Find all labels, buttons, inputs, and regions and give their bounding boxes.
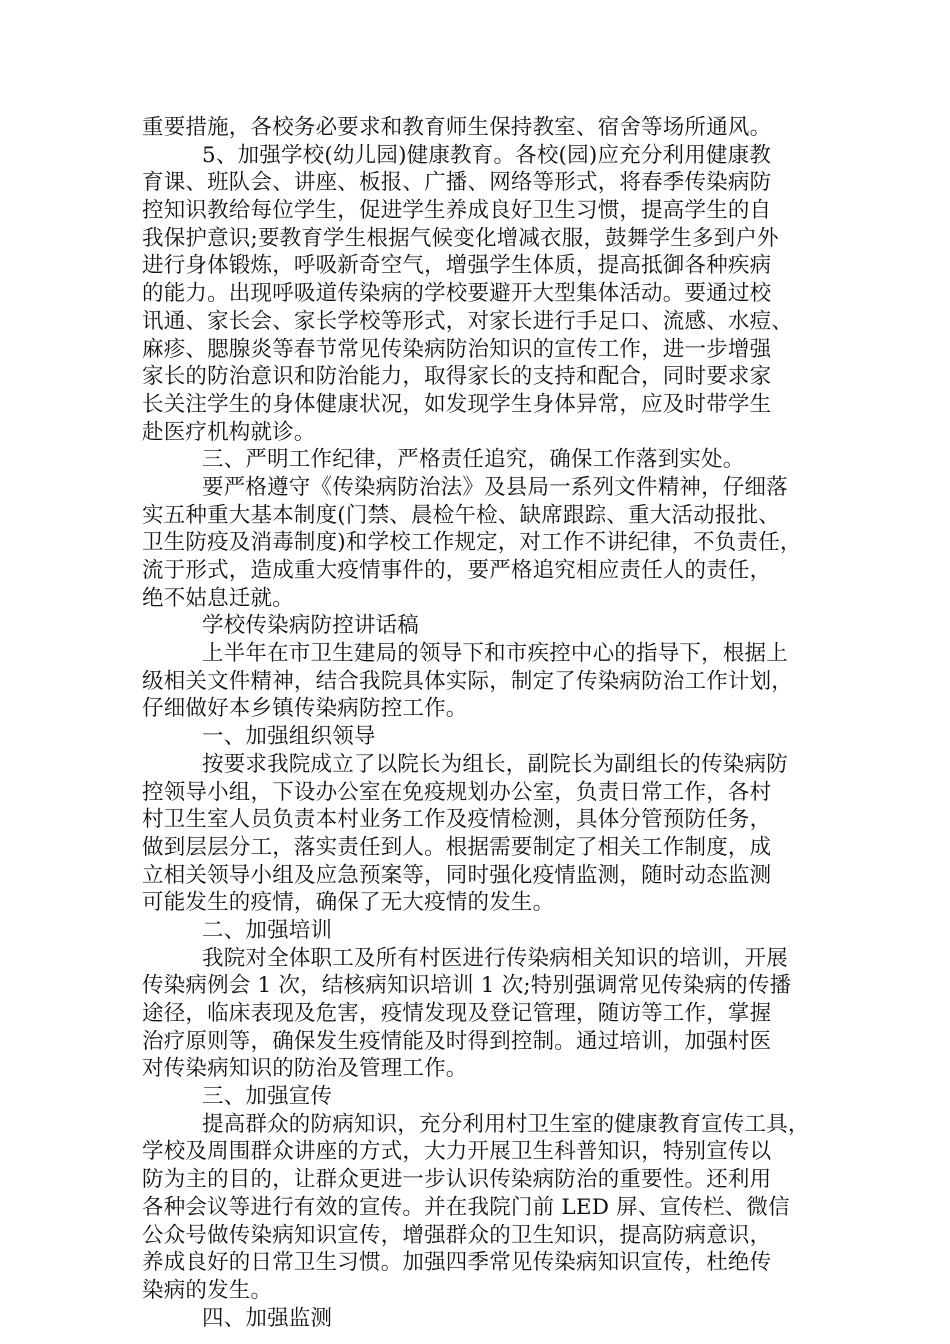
text-line: 我院对全体职工及所有村医进行传染病相关知识的培训，开展	[202, 945, 788, 971]
text-line: 要严格遵守《传染病防治法》及县局一系列文件精神，仔细落	[202, 474, 788, 500]
text-line: 途径，临床表现及危害，疫情发现及登记管理，随访等工作，掌握	[142, 1001, 772, 1026]
text-line: 传染病例会 1 次，结核病知识培训 1 次;特别强调常见传染病的传播	[142, 973, 792, 999]
text-line: 育课、班队会、讲座、板报、广播、网络等形式，将春季传染病防	[142, 170, 772, 196]
text-line: 上半年在市卫生建局的领导下和市疾控中心的指导下，根据上	[202, 641, 788, 667]
text-line: 三、加强宣传	[202, 1084, 333, 1110]
text-line: 做到层层分工，落实责任到人。根据需要制定了相关工作制度，成	[142, 834, 772, 860]
text-line: 按要求我院成立了以院长为组长，副院长为副组长的传染病防	[202, 751, 788, 777]
text-line: 绝不姑息迁就。	[142, 585, 294, 611]
text-line: 麻疹、腮腺炎等春节常见传染病防治知识的宣传工作，进一步增强	[142, 336, 772, 362]
text-line: 控领导小组，下设办公室在免疫规划办公室，负责日常工作，各村	[142, 779, 772, 805]
text-line: 5、加强学校(幼儿园)健康教育。各校(园)应充分利用健康教	[202, 142, 772, 168]
text-line: 实五种重大基本制度(门禁、晨检午检、缺席跟踪、重大活动报批、	[142, 502, 780, 528]
text-line: 三、严明工作纪律，严格责任追究，确保工作落到实处。	[202, 447, 745, 473]
text-line: 级相关文件精神，结合我院具体实际，制定了传染病防治工作计划，	[142, 668, 794, 694]
text-line: 讯通、家长会、家长学校等形式，对家长进行手足口、流感、水痘、	[142, 308, 794, 334]
document-body	[142, 114, 832, 1332]
text-line: 提高群众的防病知识，充分利用村卫生室的健康教育宣传工具，	[202, 1111, 810, 1137]
text-line: 控知识教给每位学生，促进学生养成良好卫生习惯，提高学生的自	[142, 198, 772, 224]
text-line: 卫生防疫及消毒制度)和学校工作规定，对工作不讲纪律，不负责任，	[142, 530, 802, 556]
text-line: 立相关领导小组及应急预案等，同时强化疫情监测，随时动态监测	[142, 862, 772, 888]
text-line: 流于形式，造成重大疫情事件的，要严格追究相应责任人的责任，	[142, 558, 772, 583]
text-line: 治疗原则等，确保发生疫情能及时得到控制。通过培训，加强村医	[142, 1028, 772, 1054]
text-line: 进行身体锻炼，呼吸新奇空气，增强学生体质，提高抵御各种疾病	[142, 253, 772, 279]
text-line: 学校及周围群众讲座的方式，大力开展卫生科普知识，特别宣传以	[142, 1139, 772, 1165]
text-line: 二、加强培训	[202, 917, 333, 943]
text-line: 染病的发生。	[142, 1277, 273, 1303]
text-line: 公众号做传染病知识宣传，增强群众的卫生知识，提高防病意识，	[142, 1222, 772, 1248]
text-line: 仔细做好本乡镇传染病防控工作。	[142, 696, 468, 722]
text-line: 四、加强监测	[202, 1305, 333, 1331]
text-line: 长关注学生的身体健康状况，如发现学生身体异常，应及时带学生	[142, 391, 772, 417]
text-line: 家长的防治意识和防治能力，取得家长的支持和配合，同时要求家	[142, 364, 772, 390]
text-line: 防为主的目的，让群众更进一步认识传染病防治的重要性。还利用	[142, 1167, 772, 1193]
text-line: 赴医疗机构就诊。	[142, 419, 316, 445]
text-line: 养成良好的日常卫生习惯。加强四季常见传染病知识宣传，杜绝传	[142, 1250, 772, 1276]
text-line: 的能力。出现呼吸道传染病的学校要避开大型集体活动。要通过校	[142, 281, 772, 307]
text-line: 重要措施，各校务必要求和教育师生保持教室、宿舍等场所通风。	[142, 115, 772, 140]
text-line: 村卫生室人员负责本村业务工作及疫情检测，具体分管预防任务，	[142, 807, 772, 833]
text-line: 对传染病知识的防治及管理工作。	[142, 1056, 468, 1082]
text-line: 一、加强组织领导	[202, 724, 376, 750]
text-line: 学校传染病防控讲话稿	[202, 613, 420, 639]
text-line: 可能发生的疫情，确保了无大疫情的发生。	[142, 890, 555, 916]
text-line: 各种会议等进行有效的宣传。并在我院门前 LED 屏、宣传栏、微信	[142, 1194, 790, 1220]
text-line: 我保护意识;要教育学生根据气候变化增减衣服，鼓舞学生多到户外	[142, 225, 779, 251]
